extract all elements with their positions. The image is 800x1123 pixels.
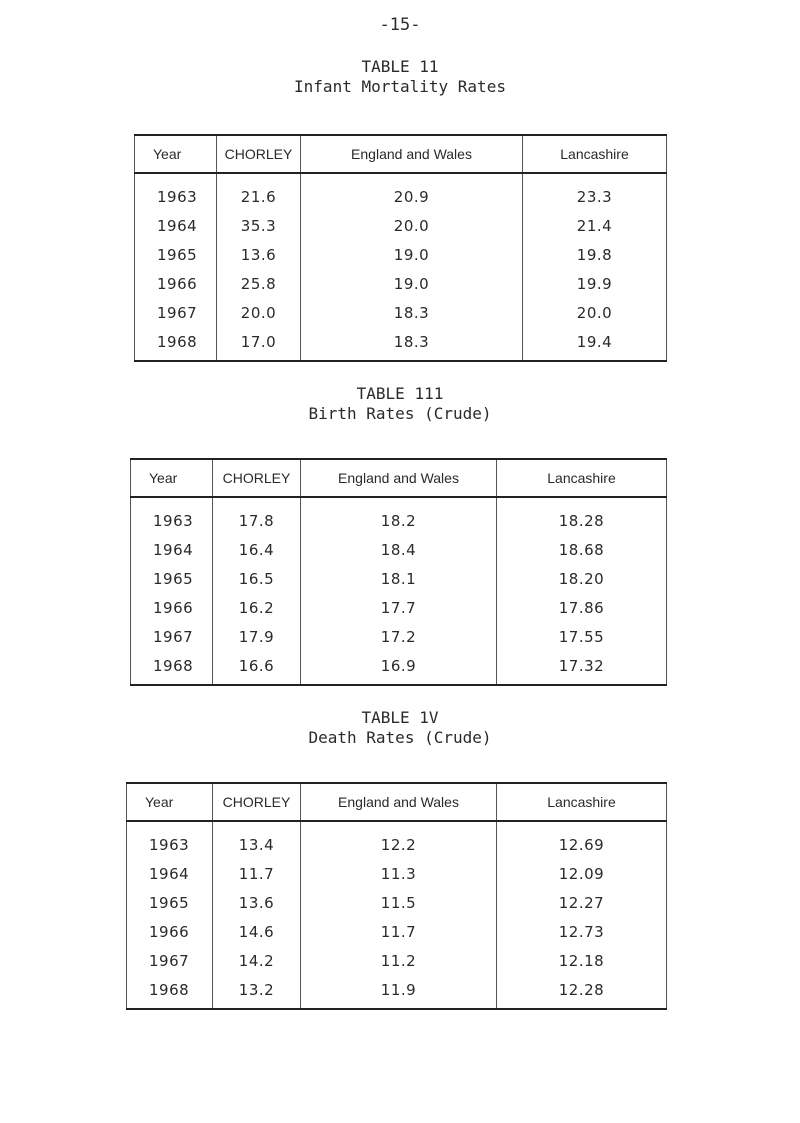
- england-wales-cell: 18.4: [301, 535, 497, 564]
- england-wales-cell: 11.9: [301, 975, 497, 1009]
- table-subtitle: Death Rates (Crude): [308, 728, 492, 747]
- birth-rates-table: [130, 458, 667, 686]
- table-1v-heading: [0, 708, 800, 748]
- header-year: Year: [127, 783, 213, 821]
- header-row: [131, 459, 667, 497]
- england-wales-cell: 18.3: [301, 298, 523, 327]
- table-11-heading: [0, 57, 800, 97]
- lancashire-cell: 20.0: [523, 298, 667, 327]
- header-lancashire: Lancashire: [523, 135, 667, 173]
- chorley-cell: 16.6: [213, 651, 301, 685]
- lancashire-cell: 18.28: [497, 497, 667, 535]
- lancashire-cell: 18.68: [497, 535, 667, 564]
- chorley-cell: 13.2: [213, 975, 301, 1009]
- header-england-wales: England and Wales: [301, 135, 523, 173]
- table-row: [131, 593, 667, 622]
- lancashire-cell: 12.73: [497, 917, 667, 946]
- year-cell: 1968: [127, 975, 213, 1009]
- table-row: [131, 564, 667, 593]
- year-cell: 1964: [131, 535, 213, 564]
- lancashire-cell: 12.09: [497, 859, 667, 888]
- chorley-cell: 17.0: [217, 327, 301, 361]
- england-wales-cell: 12.2: [301, 821, 497, 859]
- header-chorley: CHORLEY: [217, 135, 301, 173]
- year-cell: 1963: [131, 497, 213, 535]
- lancashire-cell: 17.86: [497, 593, 667, 622]
- table-row: [135, 240, 667, 269]
- england-wales-cell: 17.2: [301, 622, 497, 651]
- lancashire-cell: 12.69: [497, 821, 667, 859]
- table-row: [131, 651, 667, 685]
- table-row: [135, 269, 667, 298]
- table-111-heading: [0, 384, 800, 424]
- england-wales-cell: 16.9: [301, 651, 497, 685]
- chorley-cell: 21.6: [217, 173, 301, 211]
- lancashire-cell: 12.28: [497, 975, 667, 1009]
- header-year: Year: [135, 135, 217, 173]
- death-rates-table: [126, 782, 667, 1010]
- year-cell: 1967: [127, 946, 213, 975]
- header-row: [127, 783, 667, 821]
- chorley-cell: 16.2: [213, 593, 301, 622]
- england-wales-cell: 18.2: [301, 497, 497, 535]
- england-wales-cell: 11.3: [301, 859, 497, 888]
- lancashire-cell: 19.8: [523, 240, 667, 269]
- chorley-cell: 13.6: [213, 888, 301, 917]
- england-wales-cell: 19.0: [301, 269, 523, 298]
- header-year: Year: [131, 459, 213, 497]
- year-cell: 1966: [127, 917, 213, 946]
- table-row: [131, 622, 667, 651]
- chorley-cell: 17.8: [213, 497, 301, 535]
- england-wales-cell: 20.0: [301, 211, 523, 240]
- header-chorley: CHORLEY: [213, 459, 301, 497]
- table-subtitle: Birth Rates (Crude): [308, 404, 492, 423]
- year-cell: 1964: [135, 211, 217, 240]
- header-row: [135, 135, 667, 173]
- table-title: TABLE 1V: [361, 708, 439, 727]
- table-row: [131, 497, 667, 535]
- lancashire-cell: 19.4: [523, 327, 667, 361]
- chorley-cell: 35.3: [217, 211, 301, 240]
- chorley-cell: 13.4: [213, 821, 301, 859]
- table-row: [127, 821, 667, 859]
- year-cell: 1963: [135, 173, 217, 211]
- lancashire-cell: 21.4: [523, 211, 667, 240]
- year-cell: 1964: [127, 859, 213, 888]
- chorley-cell: 16.4: [213, 535, 301, 564]
- lancashire-cell: 12.27: [497, 888, 667, 917]
- year-cell: 1967: [131, 622, 213, 651]
- lancashire-cell: 19.9: [523, 269, 667, 298]
- page-number: -15-: [379, 15, 421, 35]
- header-england-wales: England and Wales: [301, 459, 497, 497]
- chorley-cell: 20.0: [217, 298, 301, 327]
- year-cell: 1965: [127, 888, 213, 917]
- lancashire-cell: 12.18: [497, 946, 667, 975]
- table-row: [127, 917, 667, 946]
- england-wales-cell: 19.0: [301, 240, 523, 269]
- chorley-cell: 16.5: [213, 564, 301, 593]
- table-row: [135, 327, 667, 361]
- year-cell: 1968: [131, 651, 213, 685]
- england-wales-cell: 17.7: [301, 593, 497, 622]
- year-cell: 1966: [135, 269, 217, 298]
- england-wales-cell: 11.7: [301, 917, 497, 946]
- infant-mortality-table: [134, 134, 667, 362]
- table-row: [127, 859, 667, 888]
- england-wales-cell: 11.2: [301, 946, 497, 975]
- header-chorley: CHORLEY: [213, 783, 301, 821]
- table-row: [135, 298, 667, 327]
- lancashire-cell: 17.55: [497, 622, 667, 651]
- year-cell: 1966: [131, 593, 213, 622]
- chorley-cell: 14.6: [213, 917, 301, 946]
- year-cell: 1965: [131, 564, 213, 593]
- year-cell: 1968: [135, 327, 217, 361]
- table-row: [135, 211, 667, 240]
- year-cell: 1963: [127, 821, 213, 859]
- header-england-wales: England and Wales: [301, 783, 497, 821]
- lancashire-cell: 18.20: [497, 564, 667, 593]
- chorley-cell: 17.9: [213, 622, 301, 651]
- year-cell: 1967: [135, 298, 217, 327]
- table-row: [135, 173, 667, 211]
- header-lancashire: Lancashire: [497, 783, 667, 821]
- lancashire-cell: 17.32: [497, 651, 667, 685]
- lancashire-cell: 23.3: [523, 173, 667, 211]
- table-row: [127, 946, 667, 975]
- england-wales-cell: 11.5: [301, 888, 497, 917]
- table-title: TABLE 111: [356, 384, 444, 403]
- table-row: [131, 535, 667, 564]
- table-row: [127, 975, 667, 1009]
- chorley-cell: 11.7: [213, 859, 301, 888]
- year-cell: 1965: [135, 240, 217, 269]
- chorley-cell: 14.2: [213, 946, 301, 975]
- table-title: TABLE 11: [361, 57, 439, 76]
- england-wales-cell: 20.9: [301, 173, 523, 211]
- chorley-cell: 25.8: [217, 269, 301, 298]
- header-lancashire: Lancashire: [497, 459, 667, 497]
- england-wales-cell: 18.3: [301, 327, 523, 361]
- table-row: [127, 888, 667, 917]
- table-subtitle: Infant Mortality Rates: [294, 77, 506, 96]
- chorley-cell: 13.6: [217, 240, 301, 269]
- england-wales-cell: 18.1: [301, 564, 497, 593]
